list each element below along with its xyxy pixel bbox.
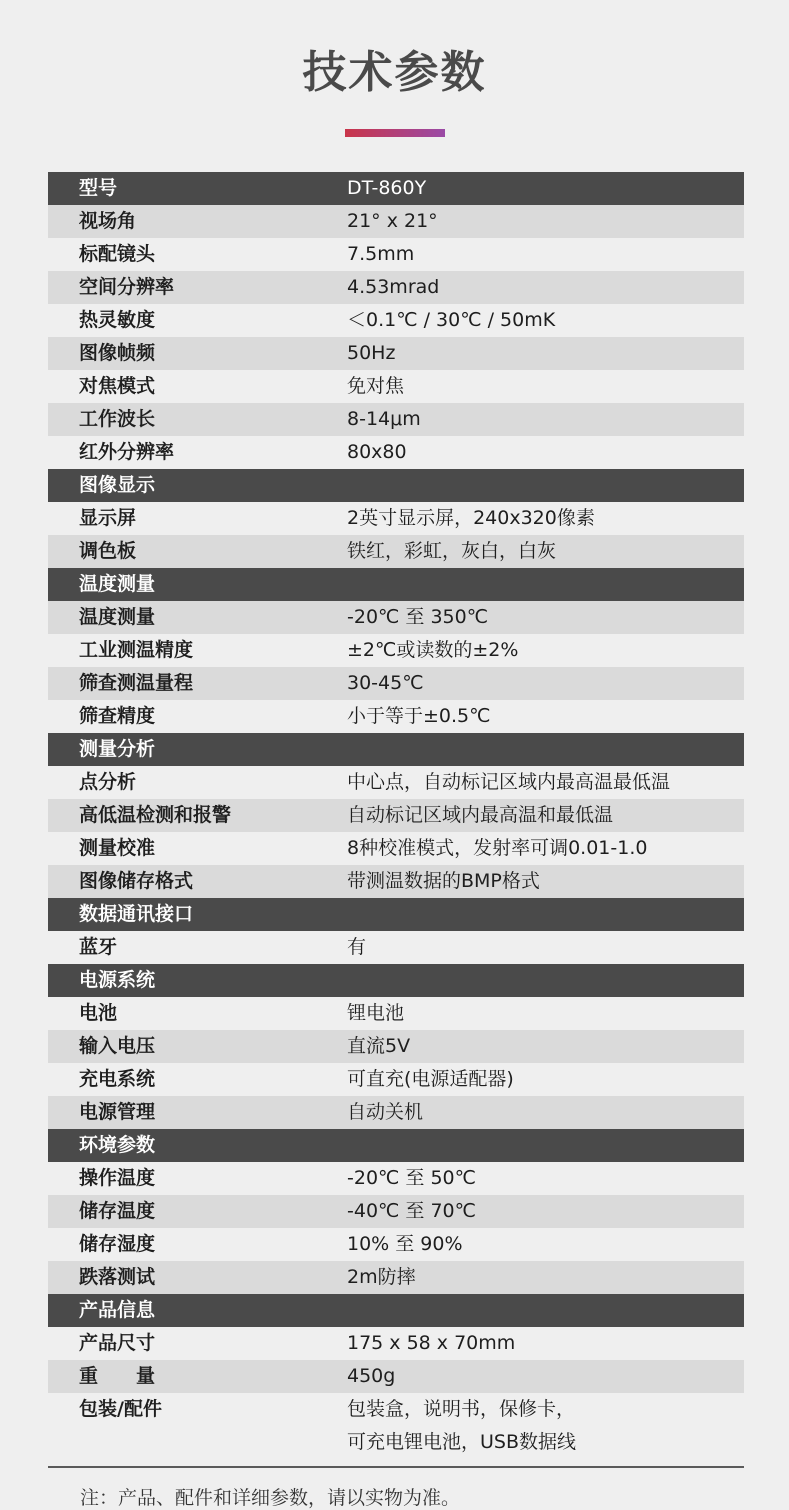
spec-row (48, 700, 744, 733)
spec-table (48, 172, 744, 1459)
spec-label: 标配镜头 (79, 243, 156, 265)
spec-value: 30-45℃ (347, 672, 424, 694)
spec-value: 2英寸显示屏，240x320像素 (347, 507, 595, 529)
spec-value: -20℃ 至 350℃ (347, 606, 489, 628)
spec-value: 直流5V (347, 1035, 411, 1057)
section-header-row (48, 1129, 744, 1162)
spec-value: 7.5mm (347, 243, 415, 265)
spec-value (318, 1393, 744, 1459)
spec-label: 操作温度 (79, 1167, 156, 1189)
spec-label: 红外分辨率 (79, 441, 175, 463)
spec-row (48, 304, 744, 337)
spec-label: 电源管理 (79, 1101, 156, 1123)
spec-label: 工业测温精度 (79, 639, 194, 661)
section-header-label: 电源系统 (79, 969, 156, 991)
spec-value: -20℃ 至 50℃ (347, 1167, 476, 1189)
spec-row (48, 1195, 744, 1228)
spec-value: 中心点，自动标记区域内最高温最低温 (347, 771, 671, 793)
spec-label: 空间分辨率 (79, 276, 175, 298)
section-header-row (48, 568, 744, 601)
section-header-row (48, 172, 744, 205)
spec-value: 450g (347, 1365, 396, 1387)
spec-label: 显示屏 (79, 507, 137, 529)
spec-value: 4.53mrad (347, 276, 440, 298)
spec-value: 8种校准模式，发射率可调0.01-1.0 (347, 837, 648, 859)
section-header-row (48, 469, 744, 502)
spec-label: 电池 (79, 1002, 118, 1024)
spec-row (48, 997, 744, 1030)
spec-value: 有 (347, 936, 367, 958)
spec-row (48, 634, 744, 667)
spec-row (48, 667, 744, 700)
spec-value: 免对焦 (347, 375, 405, 397)
spec-value: 自动关机 (347, 1101, 424, 1123)
spec-label: 热灵敏度 (79, 309, 156, 331)
spec-row (48, 205, 744, 238)
spec-row (48, 535, 744, 568)
spec-value-line: 可充电锂电池，USB数据线 (347, 1431, 577, 1453)
spec-row (48, 1327, 744, 1360)
spec-row (48, 832, 744, 865)
spec-row (48, 370, 744, 403)
spec-value: 175 x 58 x 70mm (347, 1332, 516, 1354)
spec-value: 50Hz (347, 342, 396, 364)
spec-row-packaging (48, 1393, 744, 1459)
spec-row (48, 502, 744, 535)
spec-value: 可直充(电源适配器) (347, 1068, 514, 1090)
section-header-label: 环境参数 (79, 1134, 156, 1156)
spec-row (48, 931, 744, 964)
section-header-label: 图像显示 (79, 474, 156, 496)
section-header-label: 测量分析 (79, 738, 156, 760)
spec-row (48, 766, 744, 799)
spec-value: DT-860Y (347, 177, 427, 199)
spec-label: 重 量 (79, 1365, 156, 1387)
footer-divider (48, 1466, 744, 1468)
title-accent-bar (345, 129, 445, 137)
spec-label: 测量校准 (79, 837, 156, 859)
spec-value: 80x80 (347, 441, 407, 463)
spec-row (48, 337, 744, 370)
spec-label: 包装/配件 (79, 1398, 162, 1420)
spec-rows (48, 172, 744, 1393)
spec-label: 储存温度 (79, 1200, 156, 1222)
spec-row (48, 1360, 744, 1393)
spec-value: 21° x 21° (347, 210, 438, 232)
section-header-label: 数据通讯接口 (79, 903, 194, 925)
spec-label: 输入电压 (79, 1035, 156, 1057)
spec-value: 带测温数据的BMP格式 (347, 870, 540, 892)
spec-label: 筛查测温量程 (79, 672, 194, 694)
spec-row (48, 1261, 744, 1294)
spec-row (48, 1162, 744, 1195)
spec-label: 产品尺寸 (79, 1332, 156, 1354)
spec-label: 温度测量 (79, 606, 156, 628)
page-title: 技术参数 (302, 47, 487, 98)
spec-value: ＜0.1℃ / 30℃ / 50mK (347, 309, 556, 331)
spec-row (48, 1030, 744, 1063)
footnote: 注：产品、配件和详细参数，请以实物为准。 (80, 1487, 461, 1509)
spec-value: 小于等于±0.5℃ (347, 705, 491, 727)
section-header-label: 型号 (79, 177, 118, 199)
spec-row (48, 238, 744, 271)
spec-label: 充电系统 (79, 1068, 156, 1090)
spec-label: 高低温检测和报警 (79, 804, 232, 826)
spec-row (48, 601, 744, 634)
spec-label: 图像帧频 (79, 342, 156, 364)
spec-label: 点分析 (79, 771, 137, 793)
section-header-row (48, 964, 744, 997)
spec-label: 筛查精度 (79, 705, 156, 727)
spec-value: 8-14μm (347, 408, 421, 430)
spec-value: 10% 至 90% (347, 1233, 463, 1255)
spec-row (48, 865, 744, 898)
spec-row (48, 271, 744, 304)
spec-value: -40℃ 至 70℃ (347, 1200, 476, 1222)
spec-row (48, 436, 744, 469)
section-header-row (48, 733, 744, 766)
section-header-row (48, 898, 744, 931)
spec-value: ±2℃或读数的±2% (347, 639, 519, 661)
spec-label: 工作波长 (79, 408, 156, 430)
spec-label: 对焦模式 (79, 375, 156, 397)
spec-value-line: 包装盒，说明书，保修卡， (347, 1398, 576, 1420)
spec-value: 自动标记区域内最高温和最低温 (347, 804, 614, 826)
spec-row (48, 1096, 744, 1129)
spec-label: 蓝牙 (79, 936, 118, 958)
spec-label: 调色板 (79, 540, 137, 562)
spec-label: 储存湿度 (79, 1233, 156, 1255)
spec-value: 2m防摔 (347, 1266, 416, 1288)
spec-label: 图像储存格式 (79, 870, 194, 892)
spec-value: 锂电池 (347, 1002, 405, 1024)
spec-label: 跌落测试 (79, 1266, 156, 1288)
section-header-label: 产品信息 (79, 1299, 156, 1321)
spec-value: 铁红，彩虹，灰白，白灰 (347, 540, 557, 562)
section-header-row (48, 1294, 744, 1327)
spec-row (48, 799, 744, 832)
spec-row (48, 403, 744, 436)
spec-row (48, 1228, 744, 1261)
section-header-label: 温度测量 (79, 573, 156, 595)
spec-row (48, 1063, 744, 1096)
spec-label: 视场角 (79, 210, 137, 232)
